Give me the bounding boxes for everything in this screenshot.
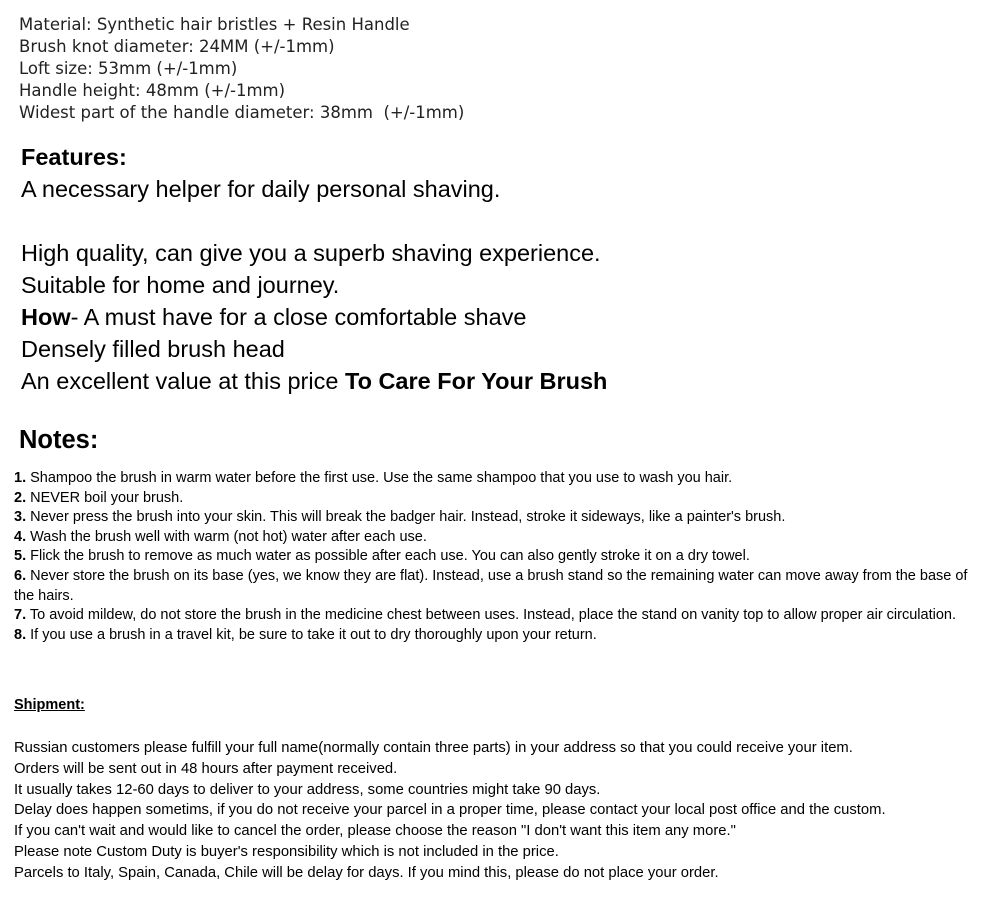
feature-line-3: Suitable for home and journey.	[21, 272, 340, 298]
shipment-line-1: Russian customers please fulfill your full name(normally contain three parts) in your address so that you could receive your item.	[14, 740, 853, 756]
shipment-line-7: Parcels to Italy, Spain, Canada, Chile will be delay for days. If you mind this, please do not place your order.	[14, 864, 719, 881]
note-text: If you use a brush in a travel kit, be sure to take it out to dry thoroughly upon your return.	[26, 626, 597, 643]
note-item-1	[14, 469, 989, 489]
shipment-line-6: Please note Custom Duty is buyer's responsibility which is not included in the price.	[14, 843, 559, 860]
note-item-6	[14, 567, 989, 606]
note-text: Wash the brush well with warm (not hot) water after each use.	[26, 528, 427, 545]
notes-list	[14, 469, 989, 645]
spec-loft-size: Loft size: 53mm (+/-1mm)	[19, 59, 238, 78]
note-item-5	[14, 547, 989, 567]
shipment-list	[14, 738, 994, 884]
note-text: To avoid mildew, do not store the brush in the medicine chest between uses. Instead, place the stand on vanity top to allow proper air circulation.	[26, 607, 956, 624]
note-text: Flick the brush to remove as much water as possible after each use. You can also gently stroke it on a dry towel.	[26, 548, 750, 565]
shipment-line-5: If you can't wait and would like to cancel the order, please choose the reason "I don't want this item any more."	[14, 823, 736, 840]
spacer	[21, 205, 607, 237]
spec-handle-diameter: Widest part of the handle diameter: 38mm (+/-1mm)	[19, 103, 465, 122]
shipment-line-3: It usually takes 12-60 days to deliver to your address, some countries might take 90 days.	[14, 781, 601, 798]
note-item-7	[14, 606, 989, 626]
shipment-heading: Shipment:	[14, 697, 85, 713]
note-number: 8.	[14, 626, 27, 643]
spec-knot-diameter: Brush knot diameter: 24MM (+/-1mm)	[19, 37, 335, 56]
note-number: 4.	[14, 528, 27, 545]
feature-line-4	[21, 301, 607, 333]
note-text: Never store the brush on its base (yes, we know they are flat). Instead, use a brush stand so the remaining water can move away from the base of the hairs.	[14, 567, 968, 604]
features-heading: Features:	[21, 144, 127, 170]
feature-line-1: A necessary helper for daily personal shaving.	[21, 176, 501, 202]
note-number: 1.	[14, 470, 27, 486]
note-item-2	[14, 489, 989, 509]
notes-heading: Notes:	[19, 426, 99, 454]
shipment-line-2: Orders will be sent out in 48 hours after payment received.	[14, 760, 398, 777]
note-text: Shampoo the brush in warm water before the first use. Use the same shampoo that you use to wash you hair.	[26, 470, 733, 486]
feature-line-6-text: An excellent value at this price	[21, 368, 345, 394]
spec-handle-height: Handle height: 48mm (+/-1mm)	[19, 81, 286, 100]
note-number: 2.	[14, 489, 27, 506]
note-number: 6.	[14, 567, 27, 584]
note-number: 7.	[14, 607, 27, 624]
feature-line-5: Densely filled brush head	[21, 336, 285, 362]
feature-line-2: High quality, can give you a superb shaving experience.	[21, 240, 601, 266]
feature-line-4-text: - A must have for a close comfortable shave	[70, 304, 527, 330]
shipment-line-4: Delay does happen sometims, if you do not receive your parcel in a proper time, please contact your local post office and the custom.	[14, 802, 886, 819]
product-specs	[19, 14, 464, 124]
features-section	[21, 141, 607, 397]
feature-line-6-bold: To Care For Your Brush	[344, 368, 608, 394]
feature-line-4-bold: How	[21, 304, 71, 330]
note-number: 5.	[14, 548, 27, 565]
spec-material: Material: Synthetic hair bristles + Resin Handle	[19, 15, 410, 34]
feature-line-6	[21, 365, 607, 397]
note-number: 3.	[14, 509, 27, 526]
note-text: Never press the brush into your skin. This will break the badger hair. Instead, stroke it sideways, like a painter's brush.	[26, 509, 786, 526]
note-text: NEVER boil your brush.	[26, 489, 184, 506]
note-item-3	[14, 508, 989, 528]
note-item-8	[14, 626, 989, 646]
note-item-4	[14, 528, 989, 548]
